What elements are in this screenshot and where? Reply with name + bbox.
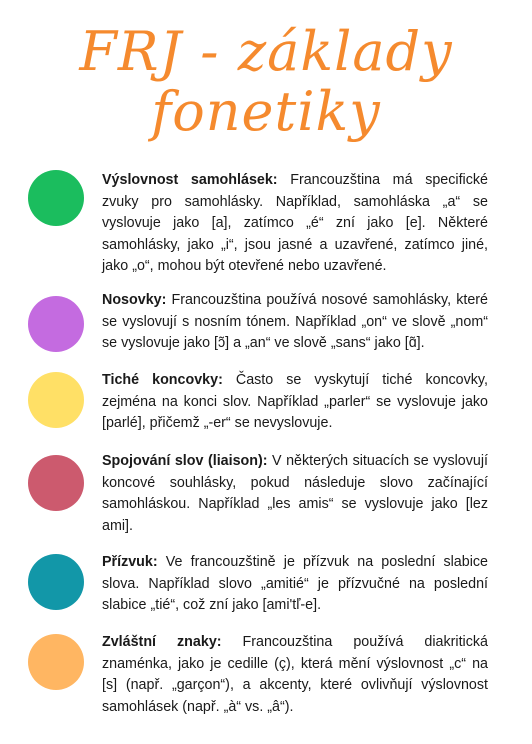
item-body: Francouzština používá nosové samohlásky, které se vyslovují s nosním tónem. Například „on“ ve slově „nom“ se vyslovuje jako [ɔ̃] a „an“ ve slově „sans“ jako [ɑ̃]. <box>102 292 488 351</box>
item-heading: Tiché koncovky: <box>102 372 223 388</box>
green-dot-icon <box>28 170 84 226</box>
item-body: Ve francouzštině je přízvuk na poslední slabice slova. Například slovo „amitié“ je přízvučné na poslední slabice „tié“, což zní jako [ami'tľ-e]. <box>102 554 488 613</box>
item-text <box>102 290 488 355</box>
item-text <box>102 451 488 537</box>
item-text <box>102 370 488 435</box>
item-heading: Spojování slov (liaison): <box>102 453 268 469</box>
item-text <box>102 552 488 617</box>
title-line-2: fonetiky <box>151 80 381 143</box>
yellow-dot-icon <box>28 372 84 428</box>
item-heading: Zvláštní znaky: <box>102 634 222 650</box>
title-line-1: FRJ - základy <box>79 20 453 83</box>
item-body: Často se vyskytují tiché koncovky, zejména na konci slov. Například „parler“ se vyslovuje jako [parlé], přičemž „-er“ se nevyslovuje. <box>102 372 488 431</box>
teal-dot-icon <box>28 554 84 610</box>
item-text <box>102 632 488 718</box>
rose-dot-icon <box>28 455 84 511</box>
purple-dot-icon <box>28 296 84 352</box>
item-text <box>102 170 488 278</box>
item-heading: Nosovky: <box>102 292 167 308</box>
orange-dot-icon <box>28 634 84 690</box>
item-body: Francouzština má specifické zvuky pro samohlásky. Například, samohláska „a“ se vyslovuje jako [a], zatímco „é“ zní jako [e]. Některé samohlásky, jako „i“, jsou jasné a uzavřené, zatímco jiné, jako „o“, mohou být otevřené nebo uzavřené. <box>102 172 488 274</box>
item-heading: Výslovnost samohlásek: <box>102 172 278 188</box>
item-heading: Přízvuk: <box>102 554 158 570</box>
item-body: V některých situacích se vyslovují koncové souhlásky, pokud následuje slovo začínající samohláskou. Například „les amis“ se vyslovuje jako [lez ami]. <box>102 453 488 534</box>
item-body: Francouzština používá diakritická znaménka, jako je cedille (ç), která mění výslovnost „c“ na [s] (např. „garçon“), a akcenty, které ovlivňují výslovnost samohlásek (např. „à“ vs. „â“). <box>102 634 488 715</box>
